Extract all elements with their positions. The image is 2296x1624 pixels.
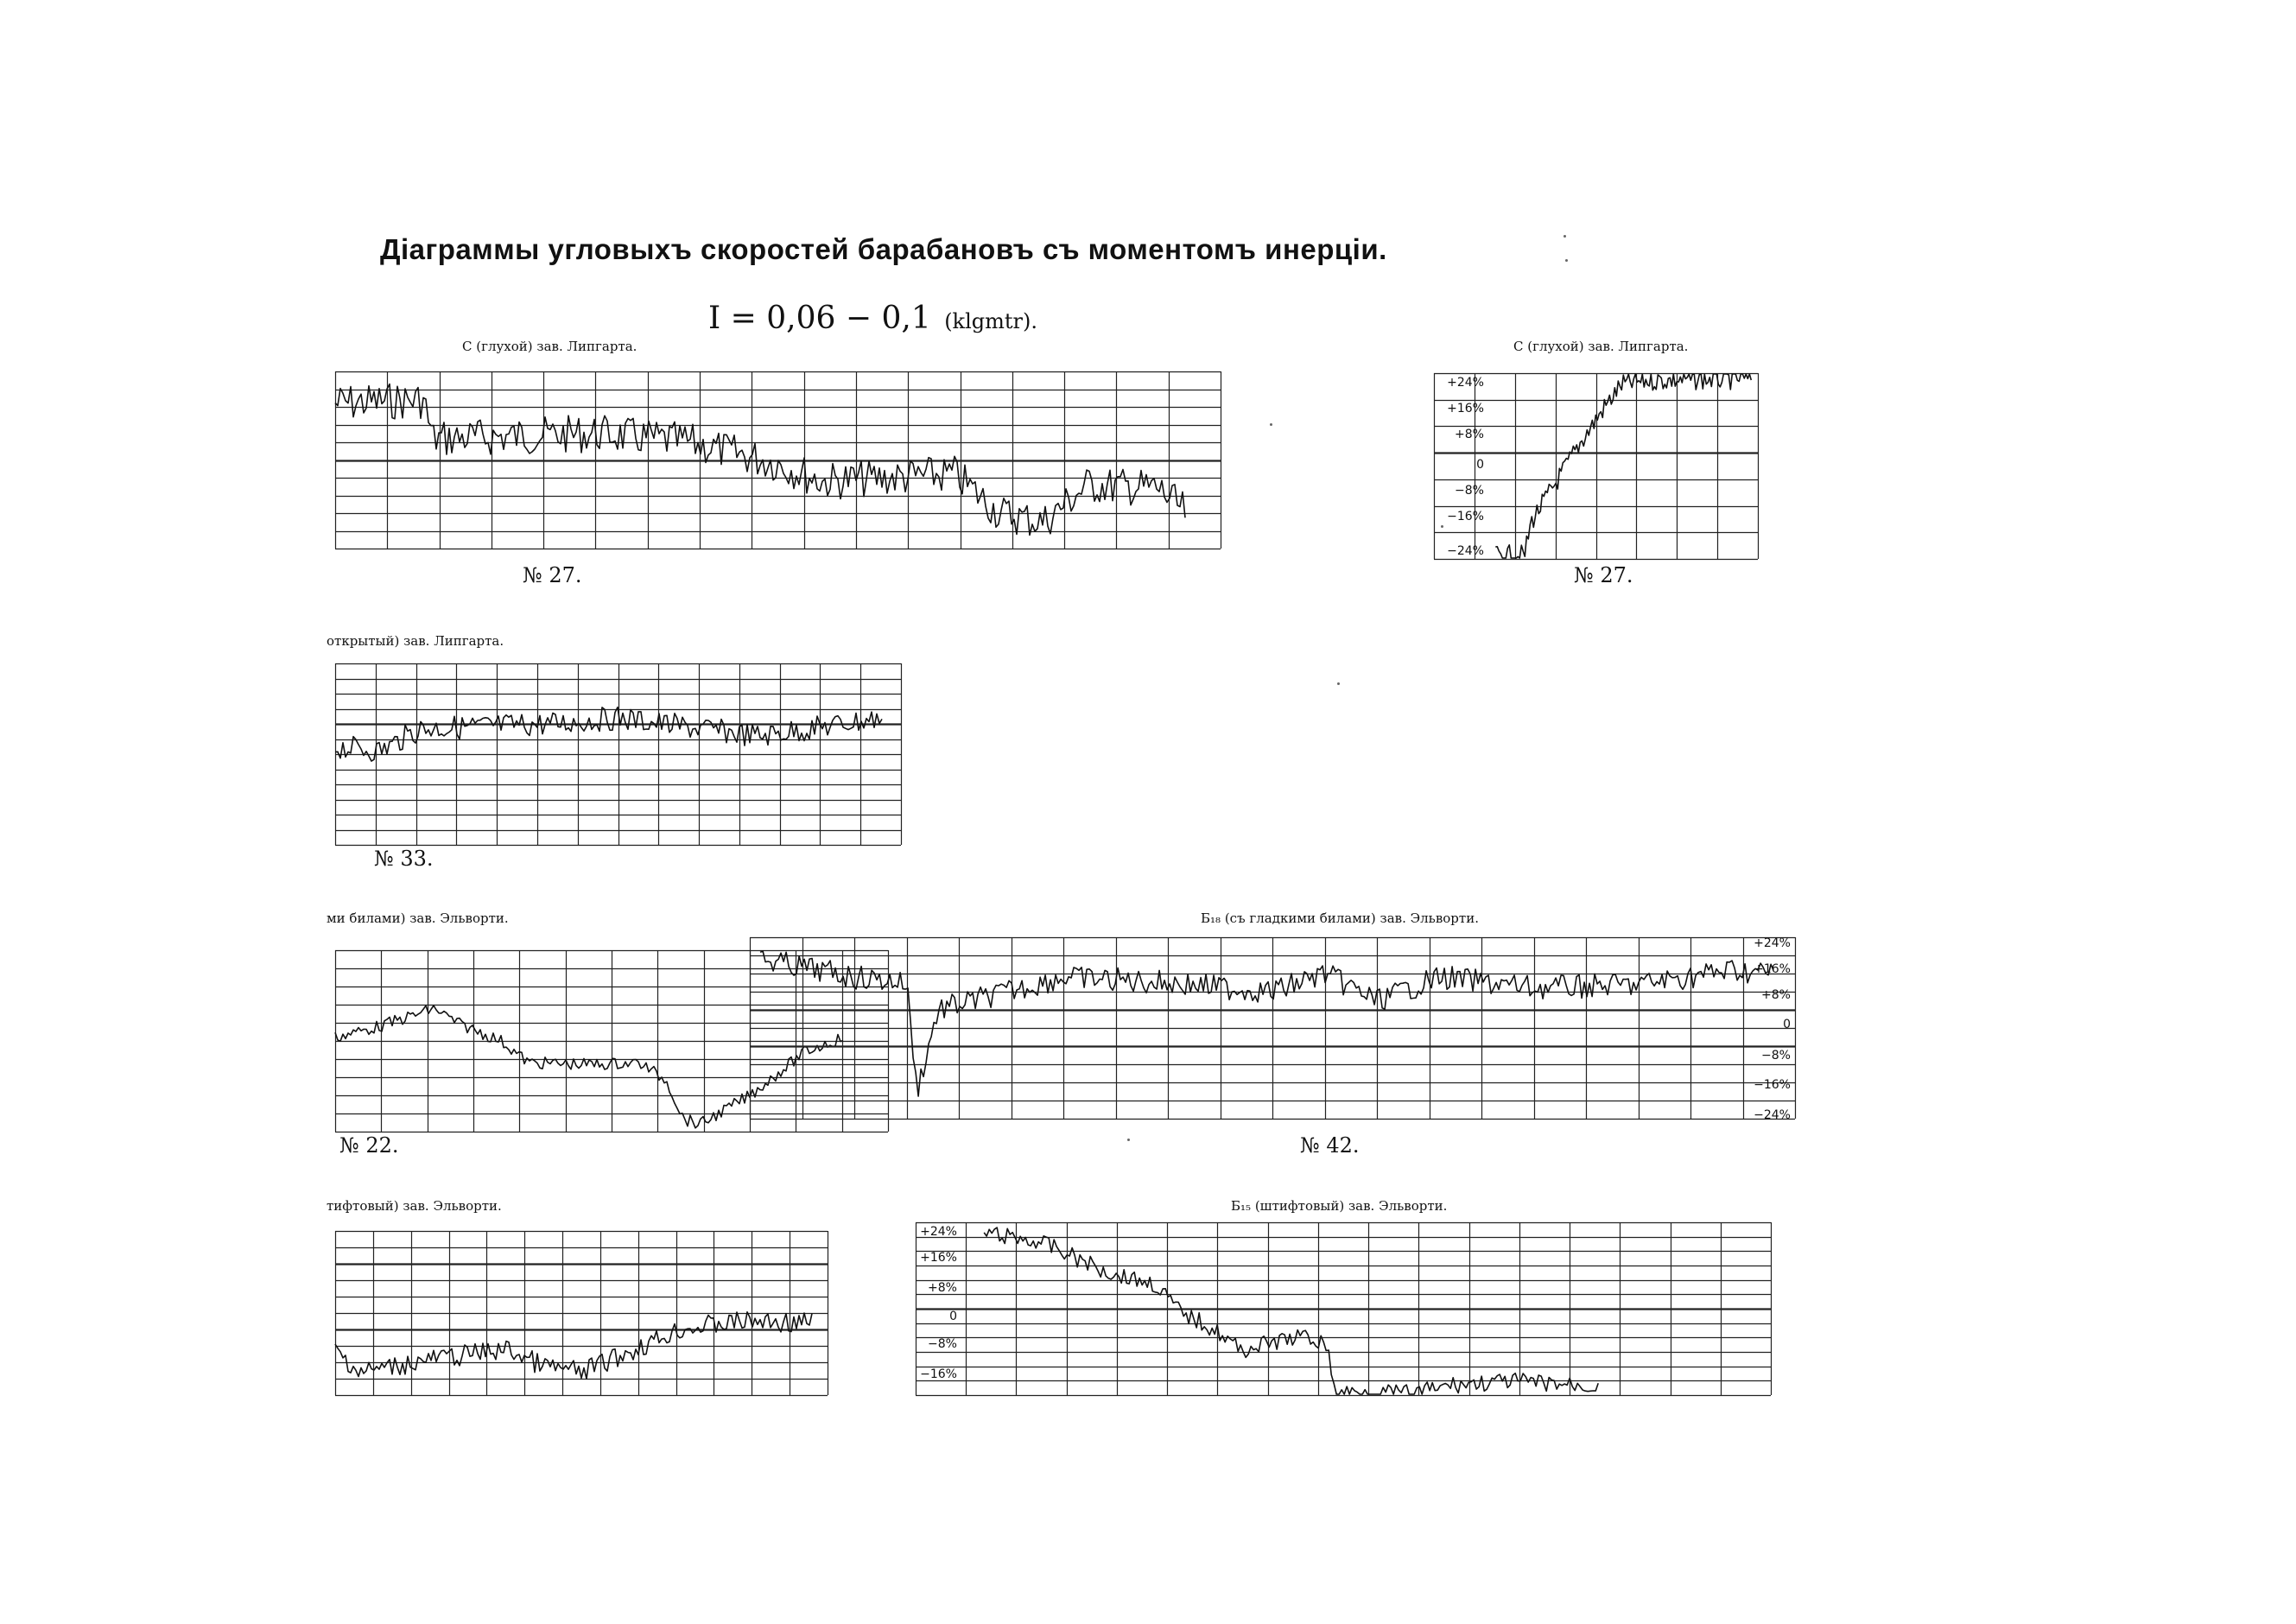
axis-tick-label: −16%: [1754, 1078, 1791, 1092]
diagram-27b-caption: С (глухой) зав. Липгарта.: [1513, 339, 1689, 354]
diagram-pin-a: [335, 1231, 828, 1395]
inertia-formula: [708, 301, 1037, 336]
axis-tick-label: +16%: [1447, 402, 1484, 416]
diagram-pin-b: [916, 1222, 1771, 1395]
diagram-42-caption: Б₁₈ (съ гладкими билами) зав. Эльворти.: [1201, 910, 1479, 926]
scan-speck: [1563, 235, 1566, 238]
page-title: Діаграммы угловыхъ скоростей барабановъ съ моментомъ инерціи.: [380, 233, 1387, 265]
axis-tick-label: +24%: [920, 1225, 957, 1239]
diagram-pin-b-grid: [916, 1222, 1772, 1396]
diagram-42: [750, 936, 1795, 1122]
axis-tick-label: 0: [949, 1310, 957, 1323]
scan-speck: [1441, 525, 1443, 528]
diagram-33: [335, 663, 901, 845]
scan-speck: [1337, 682, 1340, 685]
axis-tick-label: 0: [1783, 1018, 1791, 1031]
axis-tick-label: +8%: [928, 1281, 957, 1295]
scan-speck: [1565, 259, 1568, 262]
axis-tick-label: +16%: [1754, 962, 1791, 976]
scan-speck: [1270, 423, 1272, 426]
diagram-42-trace: [760, 951, 1773, 1096]
axis-tick-label: −24%: [1754, 1108, 1791, 1122]
diagram-27a: [335, 371, 1221, 549]
diagram-33-grid: [335, 663, 902, 846]
diagram-33-number: № 33.: [374, 847, 434, 871]
diagram-27b-axis-labels: [1447, 376, 1484, 558]
diagram-27b: [1434, 373, 1758, 559]
axis-tick-label: +24%: [1447, 376, 1484, 390]
diagram-22-number: № 22.: [339, 1133, 399, 1158]
axis-tick-label: −8%: [1761, 1049, 1791, 1063]
diagram-pin-b-caption: Б₁₅ (штифтовый) зав. Эльворти.: [1231, 1198, 1448, 1214]
diagram-pin-a-caption: тифтовый) зав. Эльворти.: [327, 1198, 502, 1214]
diagram-pin-a-grid: [335, 1231, 828, 1396]
scan-speck: [1127, 1139, 1130, 1141]
diagram-33-caption: открытый) зав. Липгарта.: [327, 633, 504, 649]
axis-tick-label: −8%: [1455, 484, 1484, 498]
formula-unit: (klgmtr).: [944, 309, 1037, 333]
diagram-42-axis-labels: [1754, 936, 1791, 1122]
diagram-22-caption: ми билами) зав. Эльворти.: [327, 910, 509, 926]
axis-tick-label: +24%: [1754, 936, 1791, 950]
axis-tick-label: +8%: [1761, 988, 1791, 1002]
axis-tick-label: 0: [1476, 458, 1484, 472]
diagram-pin-b-trace: [984, 1228, 1598, 1394]
axis-tick-label: +8%: [1455, 428, 1484, 441]
diagram-27b-number: № 27.: [1574, 563, 1633, 587]
axis-tick-label: −24%: [1447, 544, 1484, 558]
diagram-42-grid: [750, 937, 1796, 1120]
axis-tick-label: −16%: [1447, 510, 1484, 523]
diagram-42-number: № 42.: [1300, 1133, 1360, 1158]
diagram-27a-trace: [335, 384, 1185, 536]
axis-tick-label: +16%: [920, 1251, 957, 1265]
diagram-27b-trace: [1495, 374, 1751, 558]
diagram-27a-number: № 27.: [523, 563, 582, 587]
diagram-pin-b-axis-labels: [920, 1225, 957, 1381]
diagram-27a-caption: С (глухой) зав. Липгарта.: [462, 339, 637, 354]
diagram-pin-a-trace: [335, 1312, 812, 1379]
axis-tick-label: −8%: [928, 1337, 957, 1351]
axis-tick-label: −16%: [920, 1367, 957, 1381]
formula-main: I = 0,06 − 0,1: [708, 301, 931, 336]
